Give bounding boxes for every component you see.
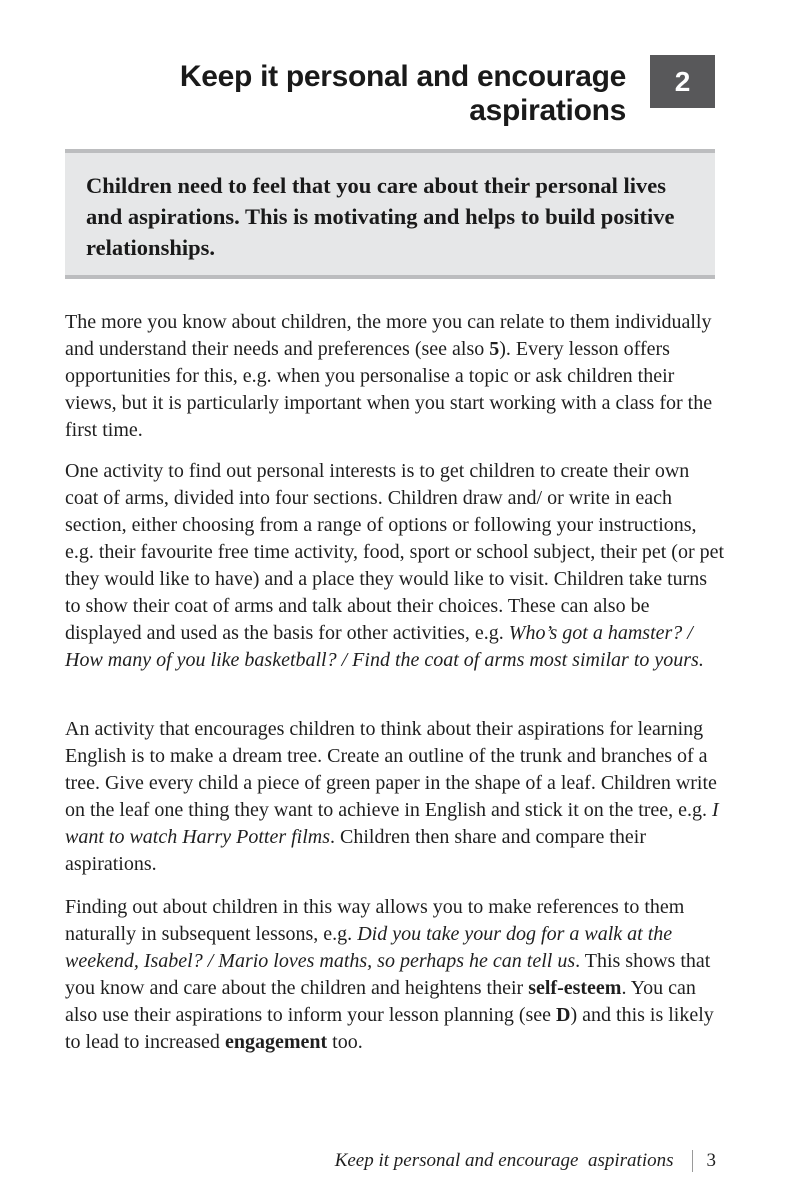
summary-text: Children need to feel that you care about their personal lives and aspirations. This is motivating and helps to build positive relationships.: [86, 173, 675, 260]
paragraph-text: . Children then share and compare their aspirations.: [65, 826, 646, 875]
paragraph-text: . This shows that you know and care about the children and heightens their: [65, 950, 711, 999]
page-number: 3: [706, 1150, 716, 1171]
paragraph-text: An activity that encourages children to think about their aspirations for learning English is to make a dream tree. Create an outline of the trunk and branches of a tree. Give every child a piece of green paper in the shape of a leaf. Children write on the leaf one thing they want to achieve in English and stick it on the tree, e.g.: [65, 718, 717, 821]
summary-box: [65, 149, 715, 279]
paragraph-text: The more you know about children, the more you can relate to them individually and understand their needs and preferences (see also: [65, 311, 712, 360]
body-paragraph: [65, 716, 725, 878]
bold-term: engagement: [224, 1031, 328, 1053]
paragraph-text: . You can also use their aspirations to inform your lesson planning (see: [65, 977, 696, 1026]
paragraph-text: Finding out about children in this way allows you to make references to them naturally in subsequent lessons, e.g.: [65, 896, 685, 945]
body-paragraph: [65, 894, 725, 1056]
paragraph-text: One activity to find out personal interests is to get children to create their own coat of arms, divided into four sections. Children draw and/ or write in each section, either choosing from a range of options or following your instructions, e.g. their favourite free time activity, food, sport or school subject, their pet (or pet they would like to have) and a place they would like to visit. Children take turns to show their coat of arms and talk about their choices. These can also be displayed and used as the basis for other activities, e.g.: [65, 460, 725, 644]
footer-divider: [692, 1150, 693, 1172]
italic-example-text: I want to watch Harry Potter films: [65, 799, 719, 848]
body-paragraph: [65, 458, 725, 674]
paragraph-text: too.: [327, 1031, 363, 1053]
bold-term: 5: [489, 338, 500, 360]
italic-example-text: Who’s got a hamster? / How many of you like basketball? / Find the coat of arms most similar to yours.: [65, 622, 704, 671]
paragraph-text: ). Every lesson offers opportunities for this, e.g. when you personalise a topic or ask children their views, but it is particularly important when you start working with a class for the first time.: [65, 338, 713, 441]
page-footer: [335, 1148, 716, 1174]
body-paragraph: [65, 309, 725, 444]
bold-term: self-esteem: [528, 977, 622, 999]
paragraph-text: ) and this is likely to lead to increased: [65, 1004, 714, 1053]
page-title: Keep it personal and encourage aspirations: [179, 60, 626, 127]
running-footer-title: Keep it personal and encourage aspirations: [334, 1150, 674, 1171]
chapter-number-badge: 2: [650, 55, 715, 108]
italic-example-text: Did you take your dog for a walk at the weekend, Isabel? / Mario loves maths, so perhaps he can tell us: [65, 923, 673, 972]
bold-term: D: [556, 1004, 571, 1026]
